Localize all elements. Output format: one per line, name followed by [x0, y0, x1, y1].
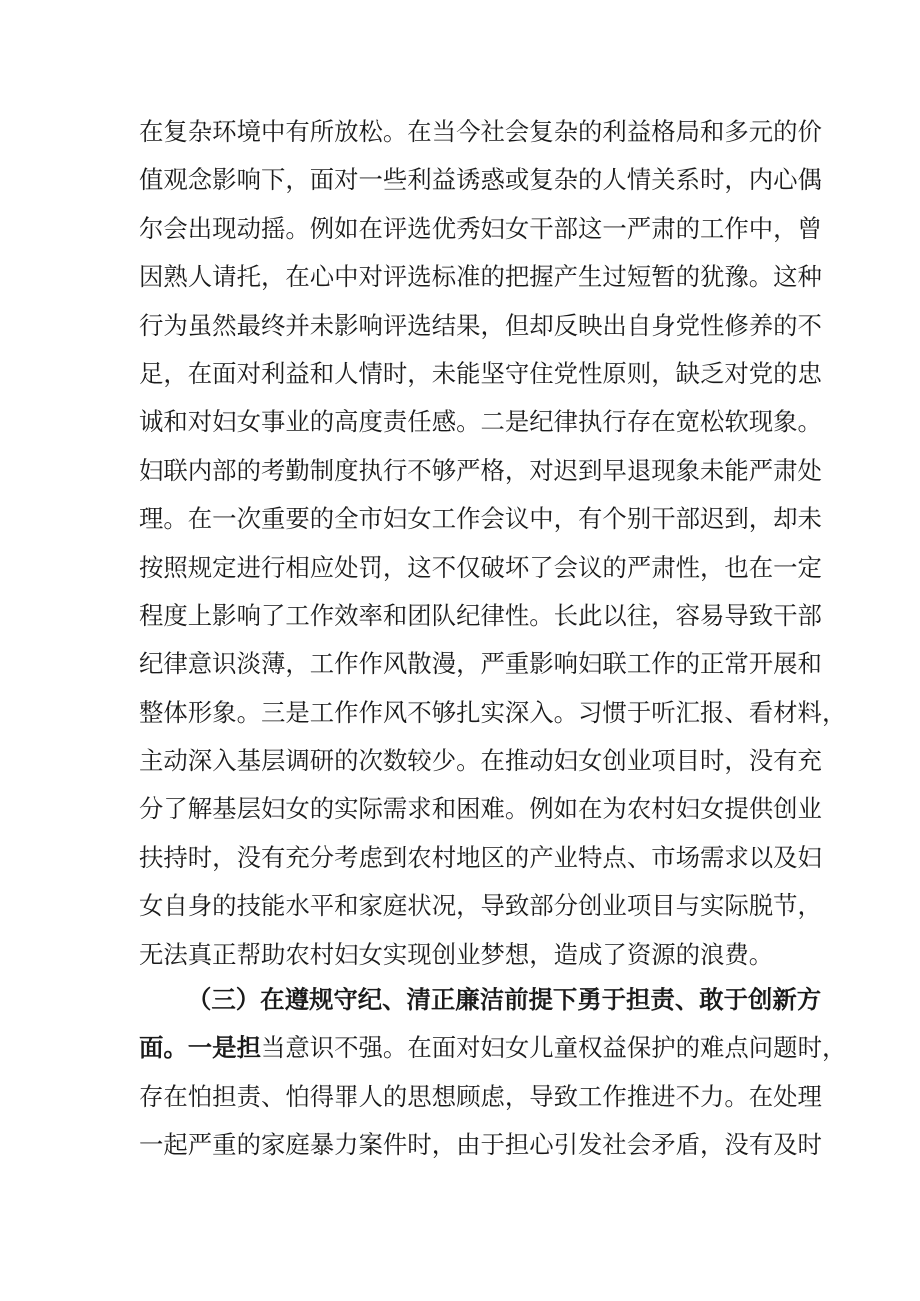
- text-line: 在复杂环境中有所放松。在当今社会复杂的利益格局和多元的价: [139, 117, 822, 146]
- text-line: [139, 1024, 847, 1072]
- text-line: 妇联内部的考勤制度执行不够严格，对迟到早退现象未能严肃处: [139, 455, 822, 485]
- text-line: 程度上影响了工作效率和团队纪律性。长此以往，容易导致干部: [139, 600, 822, 630]
- text-line: 存在怕担责、怕得罪人的思想顾虑，导致工作推进不力。在处理: [139, 1081, 822, 1111]
- text-line: 理。在一次重要的全市妇女工作会议中，有个别干部迟到，却未: [139, 504, 822, 534]
- text-line: 按照规定进行相应处罚，这不仅破坏了会议的严肃性，也在一定: [139, 552, 822, 582]
- section-3-text: 当意识不强。在面对妇女儿童权益保护的难点问题时，: [260, 1033, 847, 1063]
- text-line: 一起严重的家庭暴力案件时，由于担心引发社会矛盾，没有及时: [139, 1130, 822, 1160]
- text-line: 女自身的技能水平和家庭状况，导致部分创业项目与实际脱节，: [139, 891, 822, 921]
- text-line: 分了解基层妇女的实际需求和困难。例如在为农村妇女提供创业: [139, 794, 822, 824]
- section-3-heading: （三）在遵规守纪、清正廉洁前提下勇于担责、敢于创新方: [187, 985, 822, 1014]
- text-line: 行为虽然最终并未影响评选结果，但却反映出自身党性修养的不: [139, 310, 822, 340]
- section-3-paragraph: [139, 976, 847, 1170]
- text-line: 整体形象。三是工作作风不够扎实深入。习惯于听汇报、看材料，: [139, 697, 847, 727]
- text-line: 纪律意识淡薄，工作作风散漫，严重影响妇联工作的正常开展和: [139, 649, 822, 679]
- text-line: 诚和对妇女事业的高度责任感。二是纪律执行存在宽松软现象。: [139, 407, 822, 437]
- paragraph-continuation: [139, 108, 847, 979]
- text-line: 值观念影响下，面对一些利益诱惑或复杂的人情关系时，内心偶: [139, 165, 822, 195]
- text-line: 扶持时，没有充分考虑到农村地区的产业特点、市场需求以及妇: [139, 842, 822, 872]
- text-line: 因熟人请托，在心中对评选标准的把握产生过短暂的犹豫。这种: [139, 262, 822, 292]
- text-line: 足，在面对利益和人情时，未能坚守住党性原则，缺乏对党的忠: [139, 358, 822, 388]
- text-line: 尔会出现动摇。例如在评选优秀妇女干部这一严肃的工作中，曾: [139, 213, 822, 243]
- text-line: 主动深入基层调研的次数较少。在推动妇女创业项目时，没有充: [139, 746, 822, 776]
- section-3-heading-end: 面。一是担: [139, 1033, 261, 1063]
- text-line-last: 无法真正帮助农村妇女实现创业梦想，造成了资源的浪费。: [139, 939, 774, 969]
